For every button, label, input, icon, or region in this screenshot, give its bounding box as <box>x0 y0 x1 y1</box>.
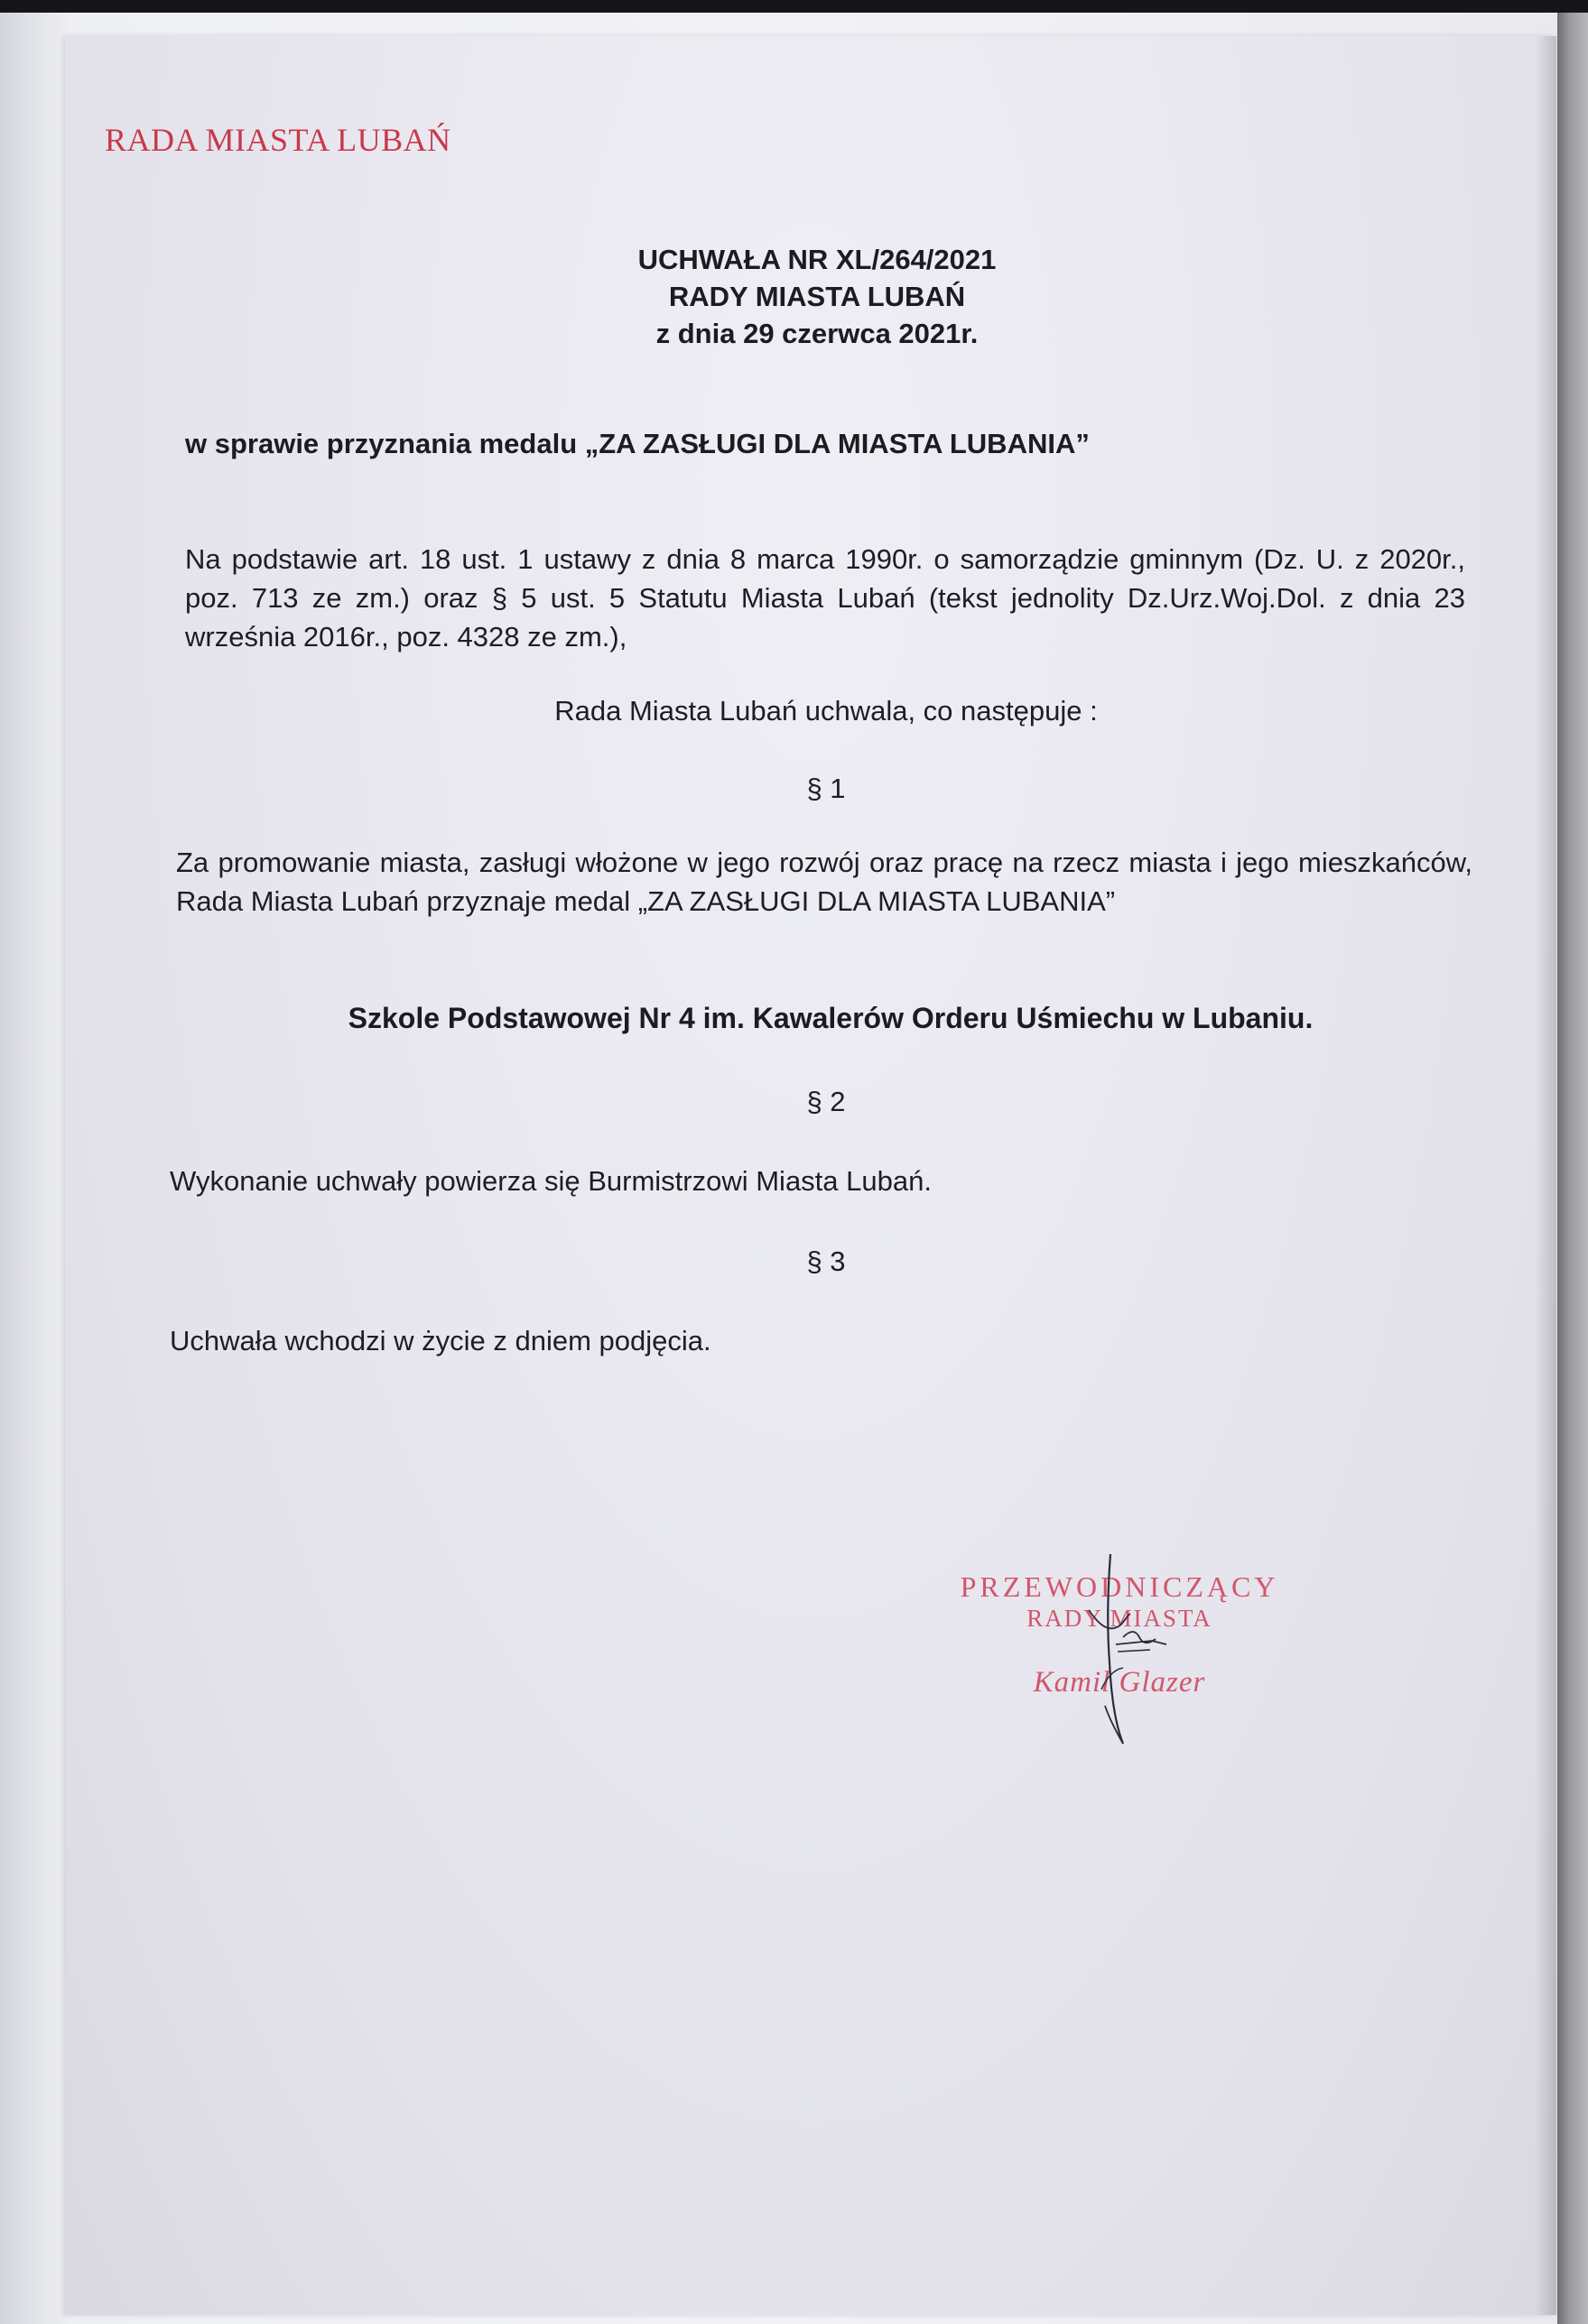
section-2-mark: § 2 <box>806 1086 846 1117</box>
resolution-date: z dnia 29 czerwca 2021r. <box>655 318 979 349</box>
chairman-stamp <box>930 1554 1309 1753</box>
enactment-formula: Rada Miasta Lubań uchwala, co następuje : <box>554 695 1098 727</box>
section-2-text: Wykonanie uchwały powierza się Burmistrzowi Miasta Lubań. <box>170 1165 932 1197</box>
resolution-subject: w sprawie przyznania medalu „ZA ZASŁUGI DLA MIASTA LUBANIA” <box>185 428 1090 459</box>
stamp-role: PRZEWODNICZĄCY <box>960 1570 1279 1603</box>
awardee-name: Szkole Podstawowej Nr 4 im. Kawalerów Orderu Uśmiechu w Lubaniu. <box>348 1002 1314 1034</box>
resolution-issuer: RADY MIASTA LUBAŃ <box>668 281 966 312</box>
legal-basis-paragraph: Na podstawie art. 18 ust. 1 ustawy z dnia 8 marca 1990r. o samorządzie gminnym (Dz. U. z 2020r., poz. 713 ze zm.) oraz § 5 ust. 5 Statutu Miasta Lubań (tekst jednolity Dz.Urz.Woj.Dol. z dnia 23 września 2016r., poz. 4328 ze zm.), <box>185 543 1465 653</box>
handwritten-signature <box>930 1554 1309 1753</box>
sheet-edge-shadow <box>1535 36 1556 2315</box>
resolution-number: UCHWAŁA NR XL/264/2021 <box>637 244 997 275</box>
section-3-mark: § 3 <box>806 1245 846 1277</box>
letterhead: RADA MIASTA LUBAŃ <box>105 122 451 158</box>
section-3-text: Uchwała wchodzi w życie z dniem podjęcia. <box>170 1325 711 1356</box>
folder-left-shade <box>0 13 72 2324</box>
stamp-name: Kamil Glazer <box>1033 1666 1206 1699</box>
stamp-body: RADY MIASTA <box>1026 1605 1212 1632</box>
section-1-text: Za promowanie miasta, zasługi włożone w jego rozwój oraz pracę na rzecz miasta i jego mieszkańców, Rada Miasta Lubań przyznaje medal „ZA ZASŁUGI DLA MIASTA LUBANIA” <box>176 847 1472 917</box>
folder-right-edge <box>1557 13 1588 2324</box>
section-1-mark: § 1 <box>806 773 846 804</box>
